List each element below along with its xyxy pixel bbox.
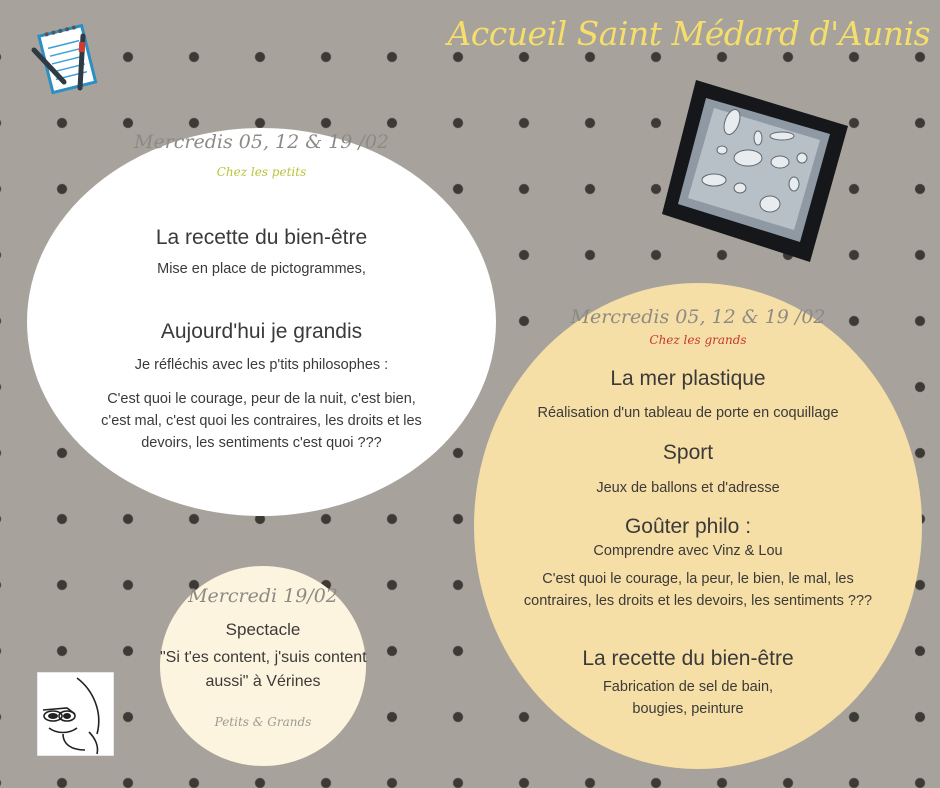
grands-activity3-detail [484,568,912,612]
shell-frame-photo [662,80,848,262]
grands-detail-line: C'est quoi le courage, la peur, le bien, le mal, les [542,571,854,587]
petits-activity2-title: Aujourd'hui je grandis [160,320,363,343]
spectacle-date: Mercredi 19/02 [188,585,338,607]
page-title: Accueil Saint Médard d'Aunis [447,14,930,53]
petits-activity1-title: La recette du bien-être [155,226,368,249]
grands-activity4-line: Fabrication de sel de bain, [602,679,774,695]
petits-group-label: Chez les petits [216,165,307,179]
grands-date: Mercredis 05, 12 & 19 /02 [570,306,826,328]
petits-activity2-desc: Je réfléchis avec les p'tits philosophes : [134,357,389,373]
cartoon-character-image [37,672,114,756]
grands-activity4-line: bougies, peinture [632,701,744,717]
petits-activity1-desc: Mise en place de pictogrammes, [157,261,366,277]
spectacle-show [160,646,366,694]
spectacle-title: Spectacle [225,620,301,639]
grands-activity1-title: La mer plastique [610,367,766,390]
petits-detail-line: devoirs, les sentiments c'est quoi ??? [141,435,382,451]
spectacle-show-line: "Si t'es content, j'suis content [160,649,367,666]
grands-activity3-subtitle: Comprendre avec Vinz & Lou [593,543,783,559]
grands-activity2-desc: Jeux de ballons et d'adresse [596,480,780,496]
grands-activity2-title: Sport [662,441,714,464]
notepad-pen-icon [28,22,104,100]
grands-group-label: Chez les grands [649,333,747,347]
petits-date: Mercredis 05, 12 & 19 /02 [134,131,389,153]
spectacle-show-line: aussi" à Vérines [205,673,321,690]
grands-activity4-title: La recette du bien-être [582,647,794,670]
petits-activity2-detail [27,388,496,454]
petits-detail-line: C'est quoi le courage, peur de la nuit, c'est bien, [107,391,416,407]
grands-activity4-desc [474,676,902,720]
petits-detail-line: c'est mal, c'est quoi les contraires, les droits et les [101,413,422,429]
grands-detail-line: contraires, les droits et les devoirs, les sentiments ??? [523,593,873,609]
spectacle-audience: Petits & Grands [214,715,312,729]
grands-activity1-desc: Réalisation d'un tableau de porte en coquillage [537,405,839,421]
grands-activity3-title: Goûter philo : [624,515,752,538]
